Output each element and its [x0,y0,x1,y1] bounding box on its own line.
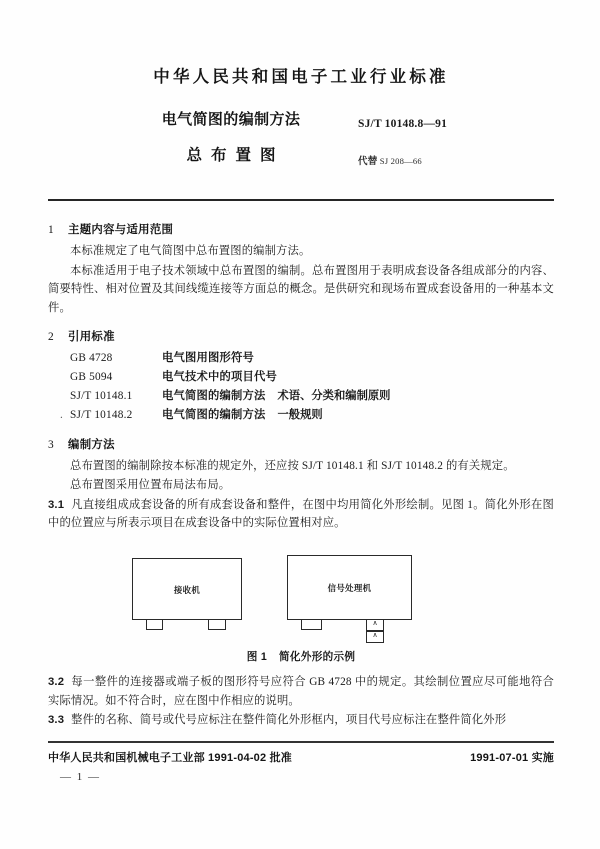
section-title-1: 主题内容与适用范围 [68,224,174,236]
section-title-2: 引用标准 [68,331,115,344]
section-3-paragraph-1: 总布置图的编制除按本标准的规定外，还应按 SJ/T 10148.1 和 SJ/T 10148.2 的有关规定。 [70,459,515,472]
section-1-paragraph-2: 本标准适用于电子技术领域中总布置图的编制。总布置图用于表明成套设备各组成部分的内容、简要特性、相对位置及其间线缆连接等方面总的概念。是供研究和现场布置成套设备用的一种基本文件。 [48,264,554,314]
reference-code: GB 4728 [70,352,113,365]
section-heading-3 [48,436,554,452]
equipment-foot [208,620,226,630]
reference-code: SJ/T 10148.2 [70,408,133,421]
reference-name: 电气技术中的项目代号 [162,371,277,384]
equipment-label-receiver: 接收机 [173,585,201,595]
approval-statement: 中华人民共和国机械电子工业部 1991-04-02 批准 [48,752,292,764]
referenced-standards-list [48,349,554,424]
equipment-label-signal-processor: 信号处理机 [327,583,372,593]
standard-identifier-group [358,118,548,167]
reference-name: 电气简图的编制方法 [162,408,266,421]
reference-name: 电气图用图形符号 [162,352,254,365]
equipment-foot [301,620,322,630]
header-divider-rule [48,199,554,201]
standard-title-group [106,108,356,165]
document-body-upper [48,210,554,534]
section-heading-1 [48,221,554,237]
section-1-paragraph-1: 本标准规定了电气简图中总布置图的编制方法。 [70,245,311,257]
section-number-3: 3 [48,438,54,451]
equipment-outline-receiver [132,558,242,620]
clause-number-3-3: 3.3 [48,714,65,727]
clause-text-3-1: 凡直接组成成套设备的所有成套设备和整件，在图中均用简化外形绘制。见图 1。简化外形在图中的位置应与所表示项目在成套设备中的实际位置相对应。 [48,498,554,530]
reference-code: SJ/T 10148.1 [70,389,133,402]
equipment-outline-signal-processor [287,555,412,620]
equipment-foot [146,620,163,630]
connector-symbol: ∧ [366,619,384,631]
reference-subtitle: 一般规则 [277,408,323,421]
page-number: — 1 — [60,771,101,783]
effective-date: 1991-07-01 实施 [470,752,554,764]
clause-text-3-3: 整件的名称、简号或代号应标注在整件简化外形框内，项目代号应标注在整件简化外形 [71,714,507,727]
section-heading-2 [48,328,554,344]
reference-subtitle: 术语、分类和编制原则 [277,389,391,402]
section-number-2: 2 [48,331,54,344]
clause-number-3-1: 3.1 [48,498,65,511]
section-number-1: 1 [48,224,54,236]
reference-row [48,349,554,368]
title-block [48,108,552,174]
connector-symbol: ∧ [366,631,384,643]
figure-1 [48,553,554,663]
document-header [48,63,552,87]
clause-text-3-2: 每一整件的连接器或端子板的图形符号应符合 GB 4728 中的规定。其绘制位置应尽可能地符合实际情况。如不符合时，应在图中作相应的说明。 [48,676,554,707]
reference-name: 电气简图的编制方法 [162,389,266,402]
standard-title-line-2: 总布置图 [186,147,285,164]
footer-divider-rule [48,741,554,743]
clause-3-3 [48,711,554,730]
replaces-code: SJ 208—66 [379,156,422,166]
document-footer [48,749,554,769]
document-body-lower [48,673,554,731]
reference-code: GB 5094 [70,371,113,384]
reference-row [48,406,554,425]
standard-title-line-1: 电气简图的编制方法 [161,111,301,128]
replaces-prefix: 代替 [358,157,378,167]
clause-number-3-2: 3.2 [48,676,65,688]
national-standard-title: 中华人民共和国电子工业行业标准 [153,68,449,86]
figure-caption-text: 简化外形的示例 [279,651,356,663]
clause-3-2 [48,673,554,710]
figure-caption-label: 图 1 [246,651,268,663]
standard-number: SJ/T 10148.8—91 [358,118,448,130]
reference-row [48,368,554,387]
reference-row [48,387,554,406]
figure-1-drawing [48,553,554,649]
figure-1-caption [48,649,554,664]
standard-replaces-note [358,153,548,167]
section-title-3: 编制方法 [68,438,115,451]
section-3-paragraph-2: 总布置图采用位置布局法布局。 [70,479,231,492]
clause-3-1 [48,496,554,533]
